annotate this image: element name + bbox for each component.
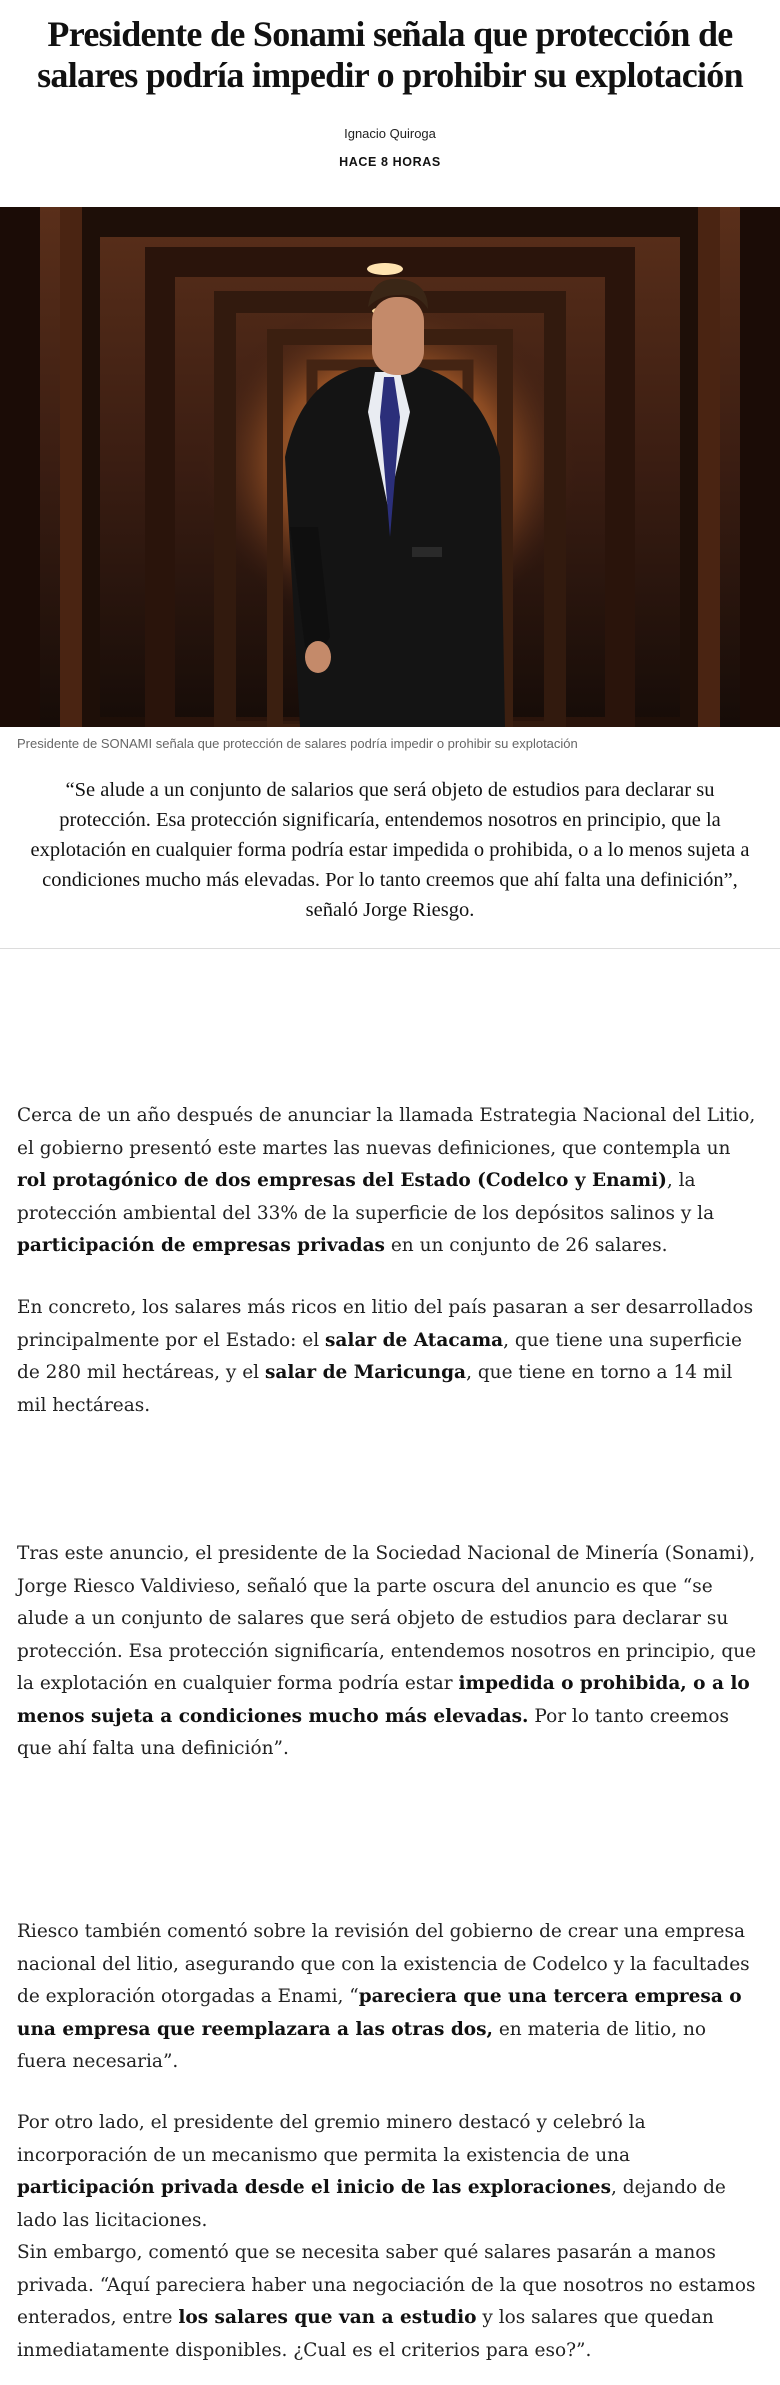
paragraph-1: Cerca de un año después de anunciar la llamada Estrategia Nacional del Litio, el gobierno presentó este martes las nuevas definiciones, que contempla un rol protagónico de dos empresas del Estado (Codelco y Enami), la protección ambiental del 33% de la superficie de los depósitos salinos y la participación de empresas privadas en un conjunto de 26 salares. (17, 1105, 756, 1256)
paragraph-5: Por otro lado, el presidente del gremio minero destacó y celebró la incorporación de un mecanismo que permita la existencia de una participación privada desde el inicio de las exploraciones, dejando de lado las licitaciones. (17, 2112, 726, 2231)
paragraph-4: Riesco también comentó sobre la revisión del gobierno de crear una empresa nacional del litio, asegurando que con la existencia de Codelco y la facultades de exploración otorgadas a Enami, “pareciera que una tercera empresa o una empresa que reemplazara a las otras dos, en materia de litio, no fuera necesaria”. (17, 1921, 750, 2072)
image-caption: Presidente de SONAMI señala que protección de salares podría impedir o prohibir su explotación (17, 736, 578, 751)
publish-timestamp: HACE 8 HORAS (339, 155, 441, 169)
paragraph-3: Tras este anuncio, el presidente de la Sociedad Nacional de Minería (Sonami), Jorge Riesco Valdivieso, señaló que la parte oscura del anuncio es que “se alude a un conjunto de salares que será objeto de estudios para declarar su protección. Esa protección significaría, entendemos nosotros en principio, que la explotación en cualquier forma podría estar impedida o prohibida, o a lo menos sujeta a condiciones mucho más elevadas. Por lo tanto creemos que ahí falta una definición”. (17, 1543, 757, 1759)
portrait-photo (0, 207, 780, 727)
paragraph-2: En concreto, los salares más ricos en litio del país pasaran a ser desarrollados principalmente por el Estado: el salar de Atacama, que tiene una superficie de 280 mil hectáreas, y el salar de Maricunga, que tiene en torno a 14 mil mil hectáreas. (17, 1297, 754, 1416)
section-divider (0, 948, 780, 949)
article-headline: Presidente de Sonami señala que protección de salares podría impedir o prohibir su explotación (37, 14, 743, 95)
paragraph-6: Sin embargo, comentó que se necesita saber qué salares pasarán a manos privada. “Aquí pareciera haber una negociación de la que nosotros no estamos enterados, entre los salares que van a estudio y los salares que quedan inmediatamente disponibles. ¿Cual es el criterios para eso?”. (17, 2242, 756, 2361)
author-byline[interactable]: Ignacio Quiroga (344, 126, 436, 141)
pull-quote: “Se alude a un conjunto de salarios que será objeto de estudios para declarar su protección. Esa protección significaría, entendemos nosotros en principio, que la explotación en cualquier forma podría estar impedida o prohibida, o a lo menos sujeta a condiciones mucho más elevadas. Por lo tanto creemos que ahí falta una definición”, señaló Jorge Riesgo. (30, 779, 750, 921)
hero-image (0, 207, 780, 727)
